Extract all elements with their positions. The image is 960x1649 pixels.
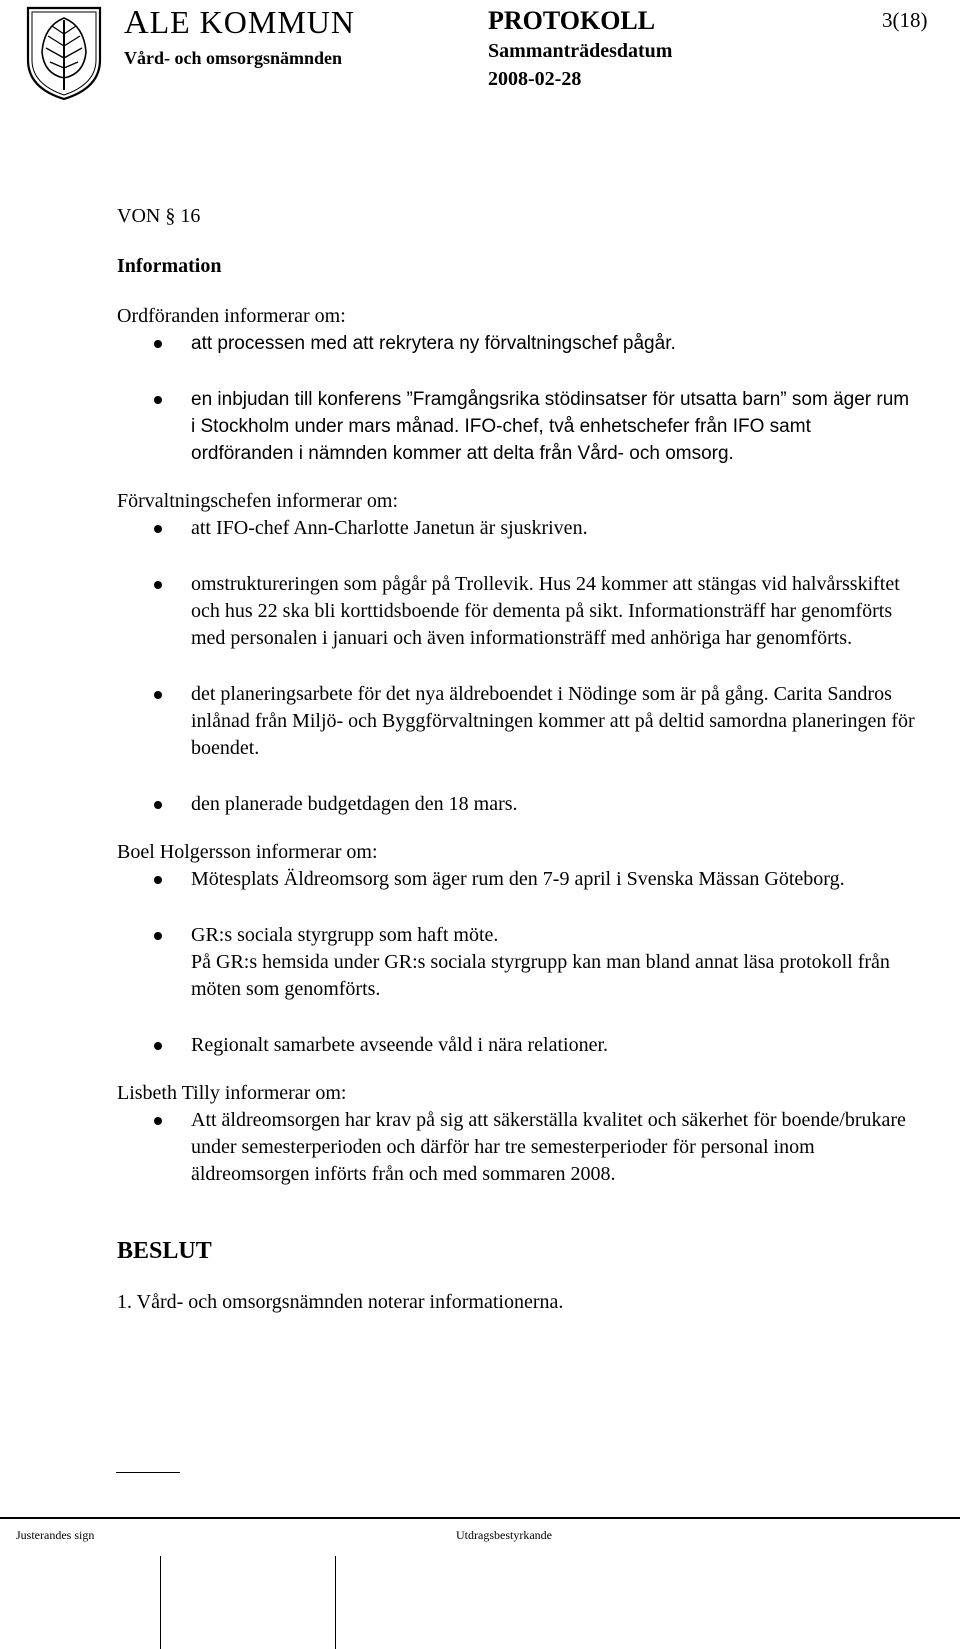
list-item (117, 791, 917, 818)
municipality-name (124, 4, 355, 42)
group-lead: Boel Holgersson informerar om: (117, 841, 378, 863)
list-item-text: det planeringsarbete för det nya äldreboendet i Nödinge som är på gång. Carita Sandros inlånad från Miljö- och Byggförvaltningen kommer att på deltid samordna planeringen för boendet. (191, 683, 915, 759)
document-type: PROTOKOLL (488, 6, 656, 35)
decision-heading: BESLUT (117, 1238, 212, 1264)
protocol-body (117, 203, 917, 1316)
list-item (117, 330, 917, 357)
list-item-text: GR:s sociala styrgrupp som haft möte. På GR:s hemsida under GR:s sociala styrgrupp kan man bland annat läsa protokoll från möten som genomförts. (191, 924, 890, 1000)
meeting-date-label: Sammanträdesdatum (488, 40, 673, 62)
list-item-text: Att äldreomsorgen har krav på sig att säkerställa kvalitet och säkerhet för boende/brukare under semesterperioden och därför har tre semesterperioder för personal inom äldreomsorgen införts från och med sommaren 2008. (191, 1109, 906, 1185)
page-number: 3(18) (882, 8, 928, 32)
signature-box-divider (160, 1556, 161, 1649)
bullet-icon (154, 396, 162, 404)
section-id: VON § 16 (117, 205, 201, 227)
group-lead: Förvaltningschefen informerar om: (117, 490, 399, 512)
municipal-coat-of-arms-icon (22, 4, 106, 102)
bullet-list (117, 1107, 917, 1188)
list-item (117, 386, 917, 467)
closing-divider (116, 1472, 180, 1473)
group-lead: Ordföranden informerar om: (117, 305, 346, 327)
list-item-text: omstruktureringen som pågår på Trollevik. Hus 24 kommer att stängas vid halvårsskiftet och hus 22 ska bli korttidsboende för dementa på sikt. Informationsträff har genomförts med personalen i januari och även informationsträff med anhöriga har genomförts. (191, 573, 900, 649)
list-item-text: den planerade budgetdagen den 18 mars. (191, 793, 518, 815)
meeting-date: 2008-02-28 (488, 68, 582, 90)
municipality-name-rest: LE KOMMUN (149, 4, 355, 40)
bullet-icon (154, 1117, 162, 1125)
bullet-icon (154, 340, 162, 348)
footer-divider (0, 1517, 960, 1519)
list-item (117, 515, 917, 542)
list-item-text: att processen med att rekrytera ny förvaltningschef pågår. (191, 333, 676, 354)
municipality-initial: A (124, 4, 150, 41)
bullet-icon (154, 932, 162, 940)
signature-box-divider (335, 1556, 336, 1649)
extract-certification-label: Utdragsbestyrkande (456, 1528, 552, 1542)
list-item (117, 681, 917, 762)
list-item-text: en inbjudan till konferens ”Framgångsrika stödinsatser för utsatta barn” som äger rum i Stockholm under mars månad. IFO-chef, två enhetschefer från IFO samt ordföranden i nämnden kommer att delta från Vård- och omsorg. (191, 389, 910, 464)
bullet-icon (154, 801, 162, 809)
list-item (117, 571, 917, 652)
bullet-list (117, 866, 917, 1059)
bullet-list (117, 330, 917, 467)
bullet-icon (154, 1042, 162, 1050)
bullet-list (117, 515, 917, 818)
group-lead: Lisbeth Tilly informerar om: (117, 1082, 347, 1104)
list-item (117, 1107, 917, 1188)
bullet-icon (154, 876, 162, 884)
list-item-text: Mötesplats Äldreomsorg som äger rum den 7-9 april i Svenska Mässan Göteborg. (191, 868, 845, 890)
list-item-text: att IFO-chef Ann-Charlotte Janetun är sjuskriven. (191, 517, 588, 539)
bullet-icon (154, 525, 162, 533)
list-item (117, 1032, 917, 1059)
bullet-icon (154, 581, 162, 589)
list-item (117, 922, 917, 1003)
bullet-icon (154, 691, 162, 699)
section-title: Information (117, 255, 222, 277)
list-item (117, 866, 917, 893)
signature-label: Justerandes sign (16, 1528, 95, 1542)
decision-item: 1. Vård- och omsorgsnämnden noterar informationerna. (117, 1291, 564, 1313)
department-name: Vård- och omsorgsnämnden (124, 48, 343, 68)
list-item-text: Regionalt samarbete avseende våld i nära relationer. (191, 1034, 609, 1056)
